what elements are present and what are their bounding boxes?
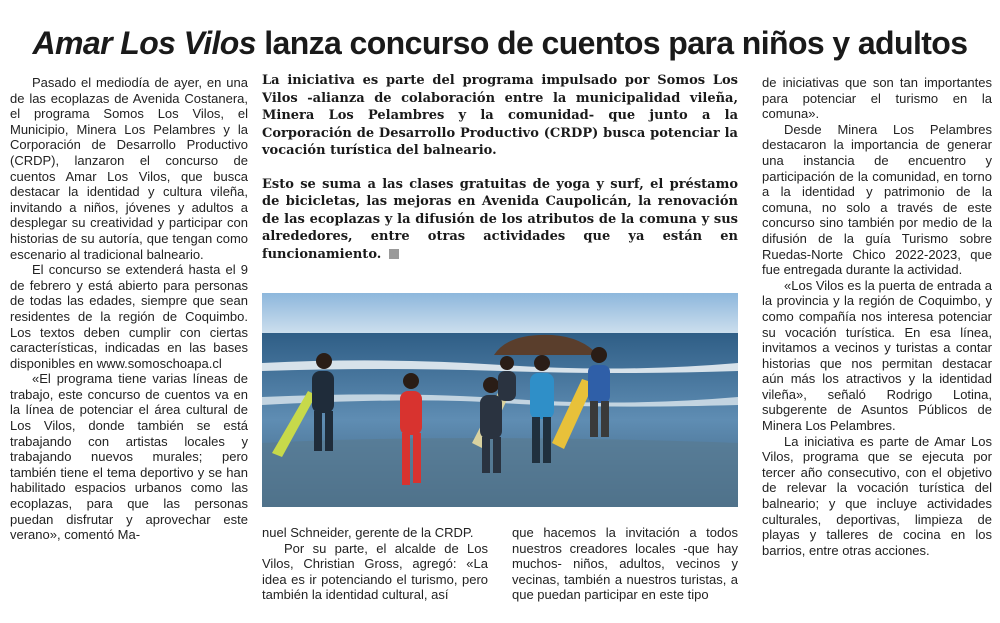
sky <box>262 293 738 335</box>
surfer <box>480 395 502 439</box>
paragraph: nuel Schneider, gerente de la CRDP. <box>262 525 474 540</box>
paragraph: Por su parte, el alcalde de Los Vilos, Christian Gross, agregó: «La idea es ir potenciando el turismo, pero también la identidad cultural, así <box>262 540 488 603</box>
lead-paragraph: La iniciativa es parte del programa impulsado por Somos Los Vilos -alianza de colaboración entre la municipalidad vileña, Minera Los Pelambres y la comunidad- que junto a la Corporación de Desarrollo Productivo (CRDP) busca potenciar la vocación turística del balneario. <box>262 73 738 158</box>
paragraph: «El programa tiene varias líneas de trabajo, este concurso de cuentos va en la línea de potenciar el área cultural de Los Vilos, donde también se está trabajando con artistas locales y trabajando nuevos murales; pero también tiene el tema deportivo y se han habilitado espacios urbanos como las ecoplazas, para que las personas puedan disfrutar y aprovechar este verano», comentó Ma- <box>10 371 248 543</box>
lead-paragraph-2 <box>262 176 738 264</box>
article-column-5 <box>762 75 992 558</box>
surfer <box>588 365 610 403</box>
article-column-3 <box>262 525 488 603</box>
paragraph: que hacemos la invitación a todos nuestros creadores locales -que hay muchos- niños, adultos, vecinos y vecinas, también a nuestros turistas, a que puedan participar en este tipo <box>512 525 738 603</box>
end-mark-icon <box>389 249 399 259</box>
headline-rest: lanza concurso de cuentos para niños y adultos <box>255 25 968 62</box>
beach-surfers-photo <box>262 293 738 507</box>
paragraph: «Los Vilos es la puerta de entrada a la provincia y la región de Coquimbo, y como compañía nos interesa potenciar su vocación turística. En esa línea, invitamos a vecinos y turistas a contar historias que nos permitan destacar aún más los atractivos y la identidad vileña», señaló Rodrigo Lotina, subgerente de Asuntos Públicos de Minera Los Pelambres. <box>762 277 992 434</box>
paragraph: El concurso se extenderá hasta el 9 de febrero y está abierto para personas de todas las edades, siempre que sean residentes de la región de Coquimbo. Los textos deben cumplir con ciertas características, indicadas en las bases disponibles en www.somoschoapa.cl <box>10 262 248 371</box>
headline <box>0 25 1000 62</box>
surfer <box>312 371 334 413</box>
headline-italic: Amar Los Vilos <box>32 25 256 62</box>
surfer-blue <box>530 373 554 419</box>
lead-box <box>262 72 738 279</box>
article-column-1 <box>10 75 248 543</box>
paragraph: Desde Minera Los Pelambres destacaron la importancia de generar una instancia de encuentro y participación de la comunidad, en torno a la identidad y patrimonio de la comuna, no solo a través de este concurso sino también por medio de la difusión de la guía Turismo sobre Ruedas-Norte Chico 2022-2023, que fue entregada durante la actividad. <box>762 121 992 278</box>
surfer-back <box>498 371 516 401</box>
paragraph: La iniciativa es parte de Amar Los Vilos, programa que se ejecuta por tercer año consecutivo, con el objetivo de relevar la vocación turística del balneario; y que incluye actividades culturales, deportivas, limpieza de playas y talleres de cocina en los barrios, entre otras acciones. <box>762 433 992 558</box>
photo-illustration <box>262 293 738 507</box>
lead-paragraph-text: Esto se suma a las clases gratuitas de yoga y surf, el préstamo de bicicletas, las mejoras en Avenida Caupolicán, la renovación de las ecoplazas y la difusión de los atributos de la comuna y sus alrededores, entre otras actividades que ya están en funcionamiento. <box>262 176 738 262</box>
paragraph: Pasado el mediodía de ayer, en una de las ecoplazas de Avenida Costanera, el programa Somos Los Vilos, el Municipio, Minera Los Pelambres y la Corporación de Desarrollo Productivo (CRDP), lanzaron el concurso de cuentos Amar Los Vilos, que busca destacar la identidad y cultura vileña, invitando a niños, jóvenes y adultos a desplegar su creatividad y participar con historias de su autoría, que tengan como escenario al tradicional balneario. <box>10 75 248 262</box>
surfer-red <box>400 391 422 435</box>
paragraph: de iniciativas que son tan importantes para potenciar el turismo en la comuna». <box>762 75 992 122</box>
article-column-4 <box>512 525 738 603</box>
